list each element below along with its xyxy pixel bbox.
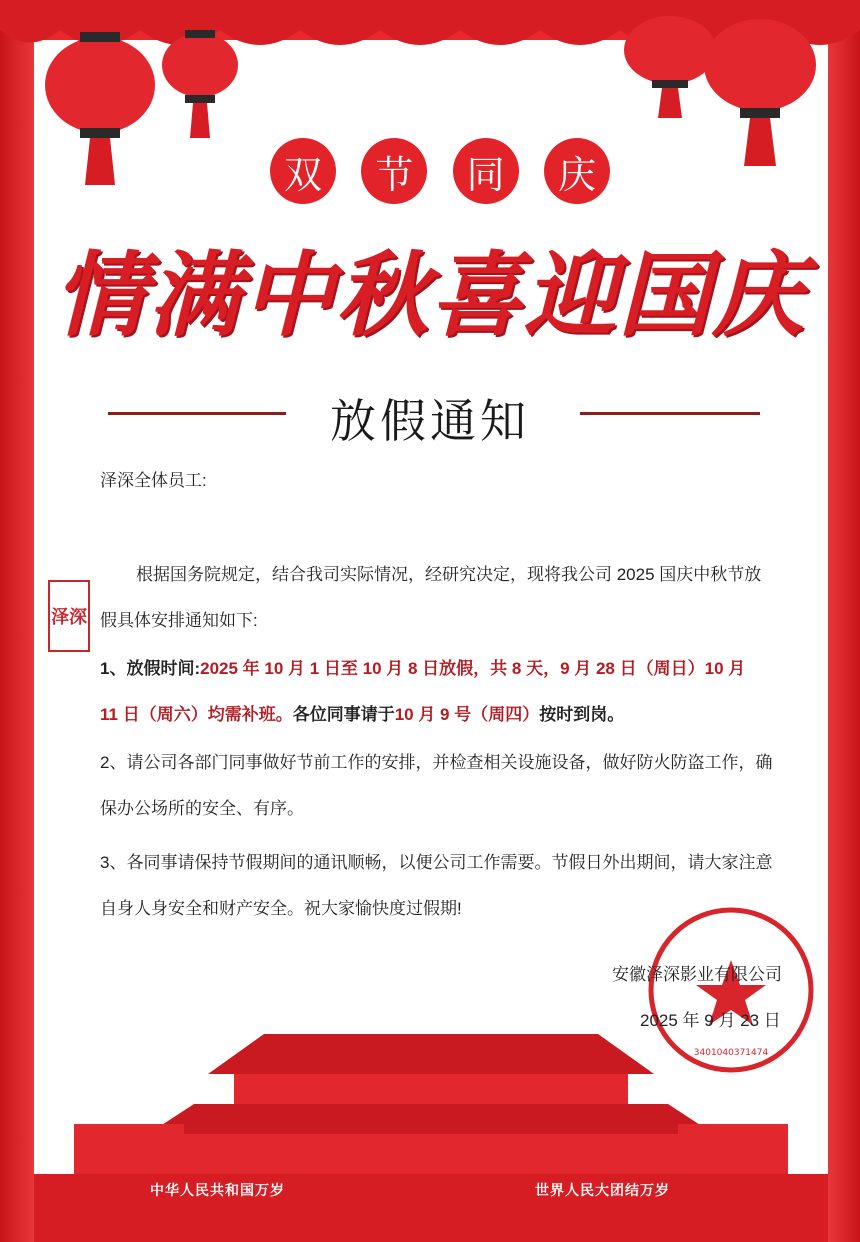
left-red-border (0, 0, 34, 1242)
item1-prefix: 1、放假时间: (100, 659, 201, 678)
lantern-icon (700, 10, 820, 170)
lantern-icon (40, 20, 160, 190)
item3-line: 3、各同事请保持节假期间的通讯顺畅，以便公司工作需要。节假日外出期间，请大家注意 (100, 853, 773, 872)
item1-return-date: 10 月 9 号（周四） (394, 705, 540, 724)
svg-text:3401040371474: 3401040371474 (693, 1048, 769, 1058)
intro-line: 根据国务院规定，结合我司实际情况，经研究决定，现将我公司 2025 国庆中秋节放 (136, 565, 762, 584)
item1-makeup: 11 日（周六）均需补班。 (100, 705, 293, 724)
intro-paragraph (100, 552, 800, 644)
signature-company: 安徽泽深影业有限公司 (612, 965, 782, 984)
item2-line: 2、请公司各部门同事做好节前工作的安排，并检查相关设施设备，做好防火防盗工作，确 (100, 753, 773, 772)
title-circle: 同 (453, 138, 519, 204)
item3-line: 自身人身安全和财产安全。祝大家愉快度过假期! (100, 899, 462, 918)
item1-end: 按时到岗。 (539, 705, 625, 724)
tiananmen-gate-illustration (34, 1024, 828, 1242)
title-circle: 庆 (544, 138, 610, 204)
notice-title: 放假通知 (330, 394, 530, 448)
item1-dates: 2025 年 10 月 1 日至 10 月 8 日放假，共 8 天，9 月 28 日（周日）10 月 (200, 659, 746, 678)
right-red-border (828, 0, 860, 1242)
item1-text: 各位同事请于 (292, 705, 395, 724)
intro-line: 假具体安排通知如下: (100, 611, 258, 630)
title-circle: 节 (361, 138, 427, 204)
item2-line: 保办公场所的安全、有序。 (100, 799, 304, 818)
item-2 (100, 740, 800, 832)
greeting: 泽深全体员工: (100, 471, 207, 490)
signature-date: 2025 年 9 月 23 日 (640, 1011, 781, 1030)
item-1 (100, 646, 800, 738)
banner-left: 中华人民共和国万岁 (150, 1183, 285, 1199)
banner-right: 世界人民大团结万岁 (535, 1183, 670, 1199)
lantern-icon (160, 20, 240, 140)
side-stamp: 泽深 (48, 580, 90, 652)
title-circle: 双 (270, 138, 336, 204)
title-circles (270, 138, 610, 208)
main-title: 情满中秋喜迎国庆 (53, 241, 806, 349)
